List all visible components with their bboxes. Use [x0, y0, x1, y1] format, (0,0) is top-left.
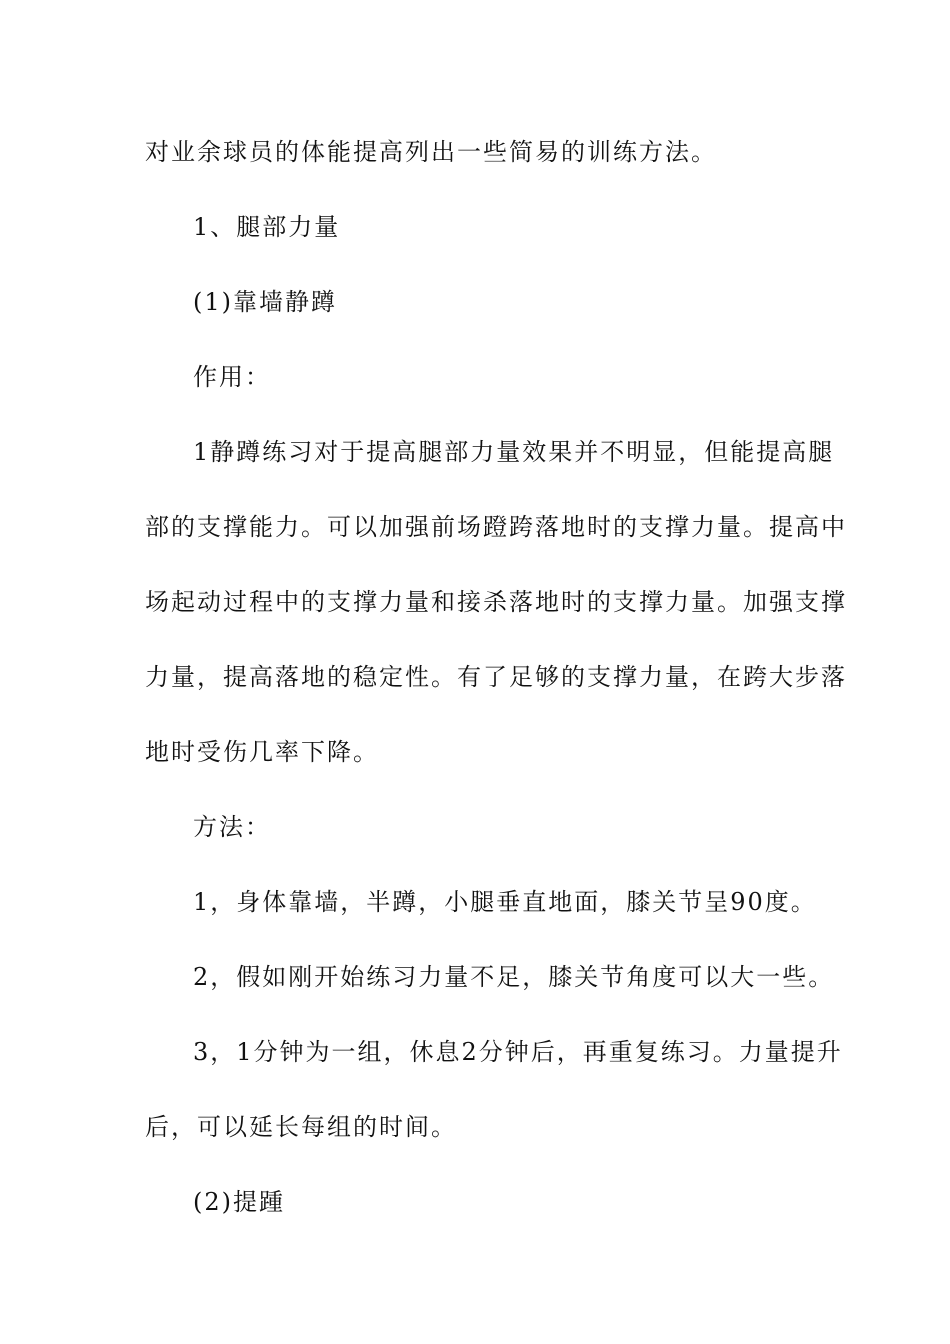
label-effect: 作用：: [193, 363, 271, 391]
text-line-effect-3: 场起动过程中的支撑力量和接杀落地时的支撑力量。加强支撑: [145, 588, 847, 616]
text-line-intro: 对业余球员的体能提高列出一些简易的训练方法。: [145, 138, 717, 166]
text-line-effect-4: 力量，提高落地的稳定性。有了足够的支撑力量，在跨大步落: [145, 663, 847, 691]
section-heading-leg-strength: 1、腿部力量: [193, 213, 341, 241]
method-step-1: 1，身体靠墙，半蹲，小腿垂直地面，膝关节呈90度。: [193, 888, 817, 916]
method-step-3-continued: 后，可以延长每组的时间。: [145, 1113, 457, 1141]
text-line-effect-5: 地时受伤几率下降。: [145, 738, 379, 766]
method-step-2: 2，假如刚开始练习力量不足，膝关节角度可以大一些。: [193, 963, 835, 991]
label-method: 方法：: [193, 813, 271, 841]
subsection-heading-wall-squat: (1)靠墙静蹲: [193, 288, 337, 316]
document-body: [145, 127, 847, 1227]
text-line-effect-1: 1静蹲练习对于提高腿部力量效果并不明显，但能提高腿: [193, 438, 835, 466]
subsection-heading-heel-raise: (2)提踵: [193, 1188, 285, 1216]
method-step-3: 3，1分钟为一组，休息2分钟后，再重复练习。力量提升: [193, 1038, 843, 1066]
text-line-effect-2: 部的支撑能力。可以加强前场蹬跨落地时的支撑力量。提高中: [145, 513, 847, 541]
